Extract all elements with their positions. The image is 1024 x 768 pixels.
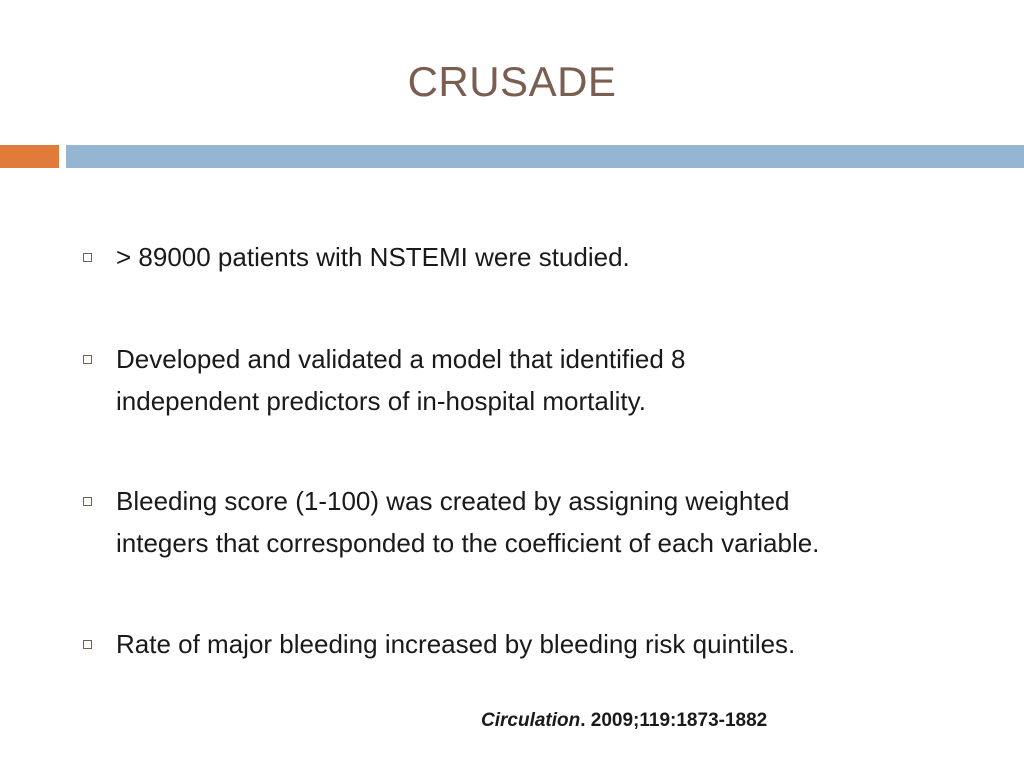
bullet-text	[116, 480, 996, 564]
square-bullet-icon	[83, 497, 92, 506]
bullet-line: Developed and validated a model that identified 8	[116, 344, 686, 374]
bullet-line: independent predictors of in-hospital mortality.	[116, 386, 646, 416]
square-bullet-icon	[83, 253, 92, 262]
bullet-line: > 89000 patients with NSTEMI were studied.	[116, 242, 630, 272]
bullet-text	[116, 338, 996, 422]
bullet-text	[116, 236, 996, 278]
square-bullet-icon	[83, 640, 92, 649]
bullet-line: Bleeding score (1-100) was created by assigning weighted	[116, 486, 790, 516]
citation	[481, 707, 767, 735]
slide-title: CRUSADE	[407, 58, 617, 105]
citation-details: . 2009;119:1873-1882	[580, 710, 768, 731]
bullet-line: integers that corresponded to the coefficient of each variable.	[116, 528, 820, 558]
bullet-text	[116, 623, 996, 665]
square-bullet-icon	[83, 355, 92, 364]
bullet-line: Rate of major bleeding increased by bleeding risk quintiles.	[116, 629, 796, 659]
citation-journal: Circulation	[481, 710, 581, 731]
